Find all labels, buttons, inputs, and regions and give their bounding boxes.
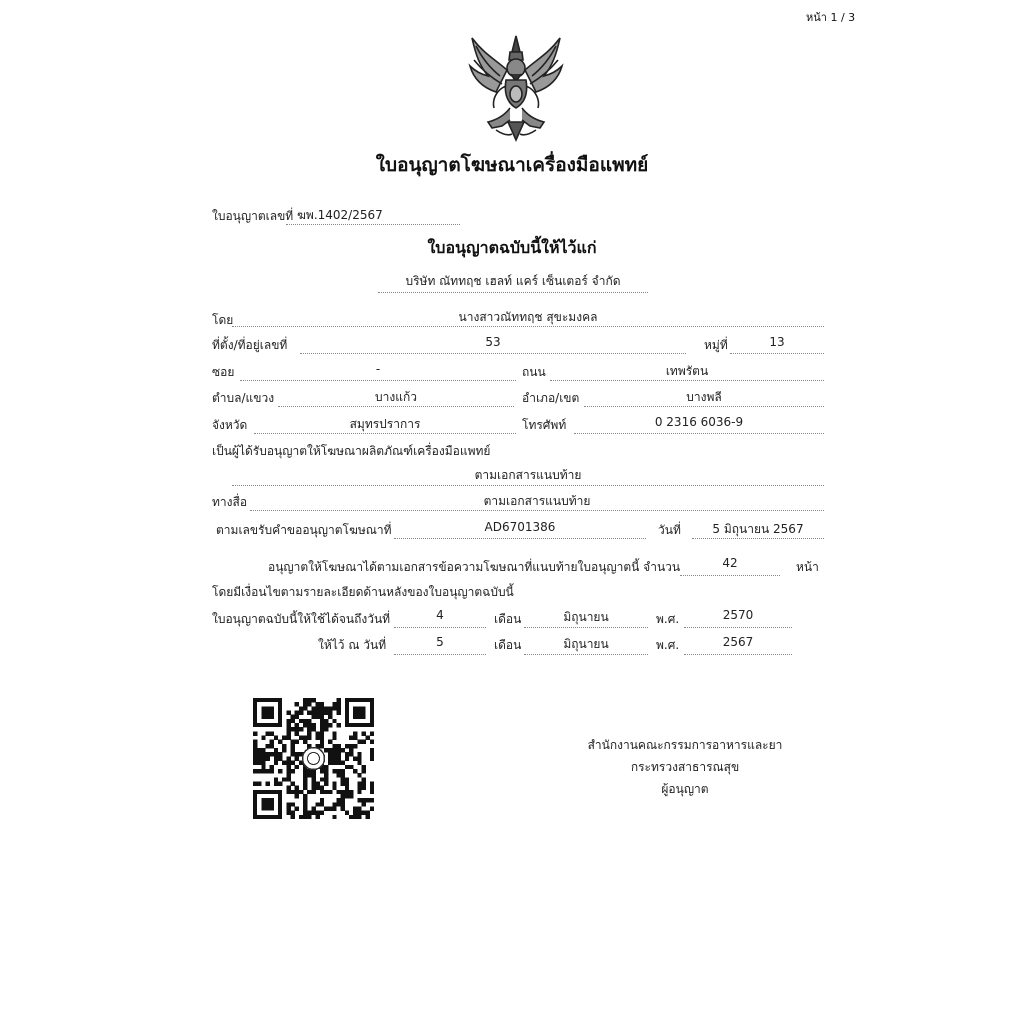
request-label: ตามเลขรับคำขออนุญาตโฆษณาที่ <box>216 523 392 537</box>
phone-label: โทรศัพท์ <box>522 418 567 432</box>
approval-text: อนุญาตให้โฆษณาได้ตามเอกสารข้อความโฆษณาที่แนบท้ายใบอนุญาตนี้ จำนวน <box>268 560 681 574</box>
media-underline <box>250 510 824 511</box>
district-label: อำเภอ/เขต <box>522 391 580 405</box>
soi-value: - <box>375 362 381 376</box>
valid-until-day-underline <box>394 627 486 628</box>
valid-until-month-label: เดือน <box>494 612 522 626</box>
valid-until-year: 2570 <box>722 608 754 622</box>
issued-on-year-label: พ.ศ. <box>656 638 680 652</box>
district-value: บางพลี <box>686 390 722 404</box>
valid-until-month: มิถุนายน <box>563 610 609 624</box>
license-number-underline <box>286 224 460 225</box>
issued-on-day: 5 <box>436 635 444 649</box>
subdistrict-underline <box>278 406 514 407</box>
license-number-value: ฆพ.1402/2567 <box>297 208 383 222</box>
qr-code-icon <box>253 698 374 819</box>
by-value: นางสาวณัททฤช สุขะมงคล <box>458 310 598 324</box>
request-value: AD6701386 <box>484 520 556 534</box>
request-underline <box>394 538 646 539</box>
valid-until-label: ใบอนุญาตฉบับนี้ให้ใช้ได้จนถึงวันที่ <box>212 612 391 626</box>
issued-on-month-underline <box>524 654 648 655</box>
conditions-text: โดยมีเงื่อนไขตามรายละเอียดด้านหลังของใบอนุญาตฉบับนี้ <box>212 585 514 599</box>
valid-until-day: 4 <box>436 608 444 622</box>
issuer-office: สำนักงานคณะกรรมการอาหารและยา <box>587 738 783 752</box>
issued-on-label: ให้ไว้ ณ วันที่ <box>318 638 387 652</box>
approval-unit: หน้า <box>796 560 819 574</box>
province-underline <box>254 433 516 434</box>
subdistrict-label: ตำบล/แขวง <box>212 391 275 405</box>
product-value: ตามเอกสารแนบท้าย <box>474 468 582 482</box>
product-label: เป็นผู้ได้รับอนุญาตให้โฆษณาผลิตภัณฑ์เครื่องมือแพทย์ <box>212 444 491 458</box>
district-underline <box>584 406 824 407</box>
license-number-label: ใบอนุญาตเลขที่ <box>212 209 294 223</box>
house-no-label: ที่ตั้ง/ที่อยู่เลขที่ <box>212 338 288 352</box>
request-date-label: วันที่ <box>658 523 681 537</box>
company-name: บริษัท ณัททฤช เฮลท์ แคร์ เซ็นเตอร์ จำกัด <box>405 274 621 288</box>
subdistrict-value: บางแก้ว <box>375 390 417 404</box>
media-label: ทางสื่อ <box>212 495 248 509</box>
request-date-value: 5 มิถุนายน 2567 <box>712 522 804 536</box>
by-underline <box>232 326 824 327</box>
province-value: สมุทรปราการ <box>349 417 421 431</box>
issued-on-day-underline <box>394 654 486 655</box>
approval-pages: 42 <box>722 556 738 570</box>
company-name-underline <box>378 292 648 293</box>
road-value: เทพรัตน <box>665 364 709 378</box>
approval-pages-underline <box>680 575 780 576</box>
issued-to-heading: ใบอนุญาตฉบับนี้ให้ไว้แก่ <box>427 238 597 257</box>
province-label: จังหวัด <box>212 418 248 432</box>
product-underline <box>232 485 824 486</box>
media-value: ตามเอกสารแนบท้าย <box>483 494 591 508</box>
issuer-ministry: กระทรวงสาธารณสุข <box>630 760 740 774</box>
moo-underline <box>730 353 824 354</box>
road-label: ถนน <box>522 365 546 379</box>
valid-until-year-label: พ.ศ. <box>656 612 680 626</box>
issued-on-month-label: เดือน <box>494 638 522 652</box>
phone-underline <box>574 433 824 434</box>
phone-value: 0 2316 6036-9 <box>654 415 744 429</box>
issuer-role: ผู้อนุญาต <box>661 782 709 796</box>
soi-underline <box>240 380 516 381</box>
house-no-underline <box>300 353 686 354</box>
valid-until-year-underline <box>684 627 792 628</box>
request-date-underline <box>692 538 824 539</box>
by-label: โดย <box>212 313 234 327</box>
document-title: ใบอนุญาตโฆษณาเครื่องมือแพทย์ <box>375 154 649 176</box>
moo-label: หมู่ที่ <box>704 338 728 352</box>
page-number: หน้า 1 / 3 <box>806 11 856 24</box>
valid-until-month-underline <box>524 627 648 628</box>
road-underline <box>550 380 824 381</box>
issued-on-year-underline <box>684 654 792 655</box>
moo-value: 13 <box>769 335 785 349</box>
garuda-emblem-icon <box>466 30 566 142</box>
issued-on-month: มิถุนายน <box>563 637 609 651</box>
house-no-value: 53 <box>485 335 501 349</box>
soi-label: ซอย <box>212 365 235 379</box>
issued-on-year: 2567 <box>722 635 754 649</box>
